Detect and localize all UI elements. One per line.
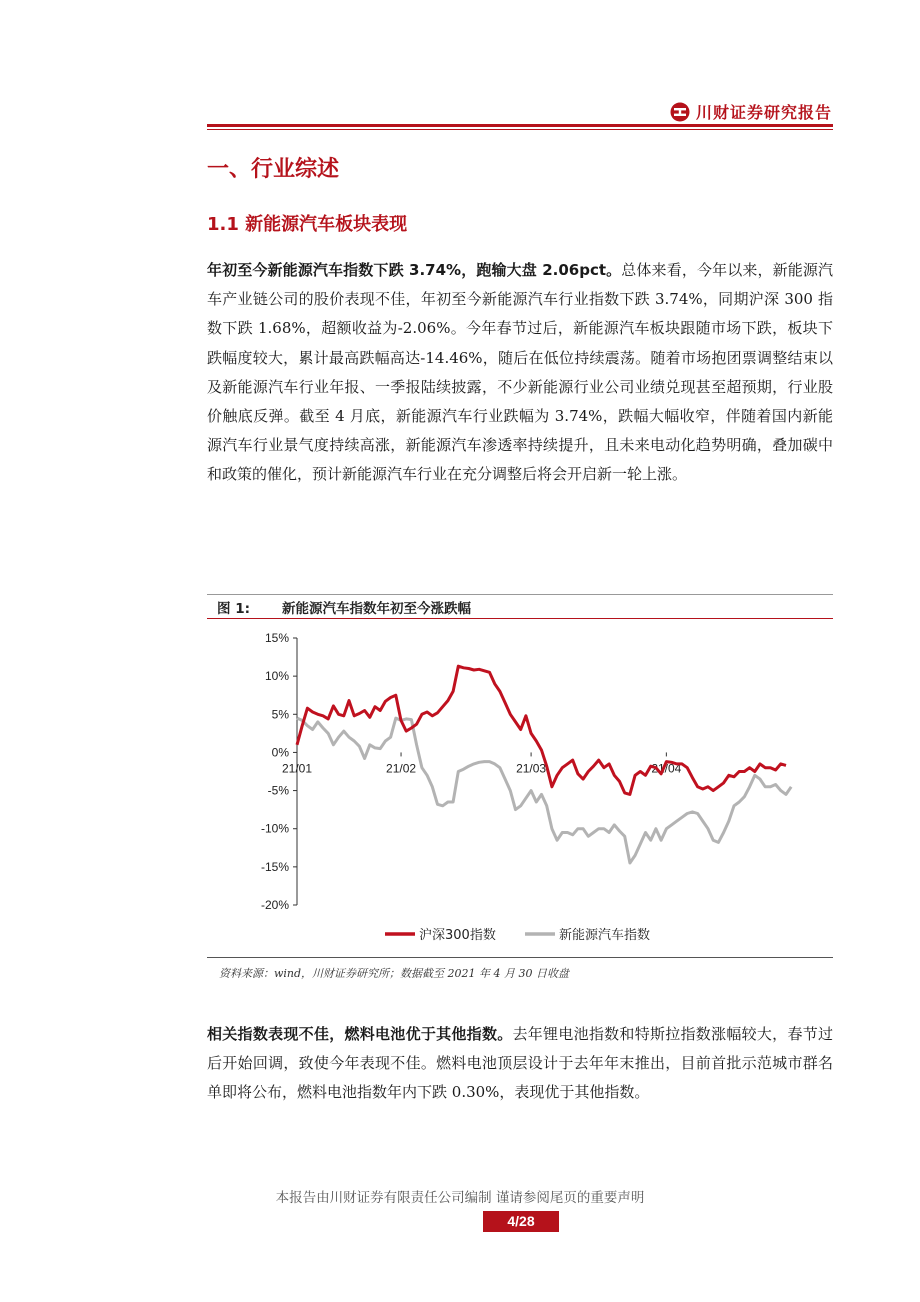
brand-name: 川财证券研究报告: [695, 103, 832, 122]
line-chart: [207, 620, 833, 956]
legend-label: 新能源汽车指数: [559, 928, 651, 943]
legend-label: 沪深300指数: [419, 928, 496, 943]
y-tick-label: -10%: [260, 821, 289, 836]
paragraph-performance: [207, 256, 833, 490]
report-brand: [670, 100, 832, 123]
y-tick-label: -5%: [267, 783, 289, 798]
y-tick-label: 0%: [271, 745, 289, 760]
chart-legend: [385, 927, 650, 943]
subsection-heading: 1.1 新能源汽车板块表现: [207, 214, 408, 235]
series-line-1: [297, 718, 791, 863]
header-rule-thin: [207, 129, 833, 130]
footer-disclaimer: 本报告由川财证券有限责任公司编制 谨请参阅尾页的重要声明: [275, 1190, 645, 1206]
paragraph-body: 总体来看，今年以来，新能源汽车产业链公司的股价表现不佳，年初至今新能源汽车行业指数下跌 3.74%，同期沪深 300 指数下跌 1.68%，超额收益为-2.06%。今年春节过后，新能源汽车板块跟随市场下跌，板块下跌幅度较大，累计最高跌幅高达-14.46%，随后在低位持续震荡。随着市场抱团票调整结束以及新能源汽车行业年报、一季报陆续披露，不少新能源行业公司业绩兑现甚至超预期，行业股价触底反弹。截至 4 月底，新能源汽车行业跌幅为 3.74%，跌幅大幅收窄，伴随着国内新能源汽车行业景气度持续高涨，新能源汽车渗透率持续提升，且未来电动化趋势明确，叠加碳中和政策的催化，预计新能源汽车行业在充分调整后将会开启新一轮上涨。: [207, 261, 833, 484]
x-tick-label: 21/01: [281, 761, 313, 776]
header-rule: [207, 124, 833, 127]
y-tick-label: 10%: [264, 669, 289, 684]
paragraph-lead: 相关指数表现不佳，燃料电池优于其他指数。: [207, 1025, 513, 1043]
y-tick-label: 15%: [264, 631, 289, 645]
figure-label: 图 1:: [217, 601, 250, 617]
x-tick-label: 21/02: [386, 761, 417, 776]
brand-logo-icon: [670, 102, 690, 122]
paragraph-body: 去年锂电池指数和特斯拉指数涨幅较大，春节过后开始回调，致使今年表现不佳。燃料电池顶层设计于去年年末推出，目前首批示范城市群名单即将公布，燃料电池指数年内下跌 0.30%，表现优于其他指数。: [207, 1025, 833, 1102]
figure-source: 资料来源：wind，川财证券研究所；数据截至 2021 年 4 月 30 日收盘: [219, 967, 570, 980]
page-number: 4/28: [483, 1211, 559, 1232]
y-tick-label: -20%: [260, 898, 289, 912]
paragraph-related-indices: [207, 1020, 833, 1108]
x-tick-label: 21/03: [516, 761, 547, 776]
figure-title: 新能源汽车指数年初至今涨跌幅: [282, 601, 471, 617]
y-tick-label: 5%: [271, 707, 289, 722]
x-tick-label: 21/04: [651, 761, 682, 776]
paragraph-lead: 年初至今新能源汽车指数下跌 3.74%，跑输大盘 2.06pct。: [207, 261, 622, 279]
y-tick-label: -15%: [260, 859, 289, 874]
section-heading: 一、行业综述: [207, 157, 340, 182]
figure-top-rule: [207, 594, 833, 595]
figure-bottom-rule: [207, 957, 833, 958]
x-axis: [282, 752, 682, 775]
